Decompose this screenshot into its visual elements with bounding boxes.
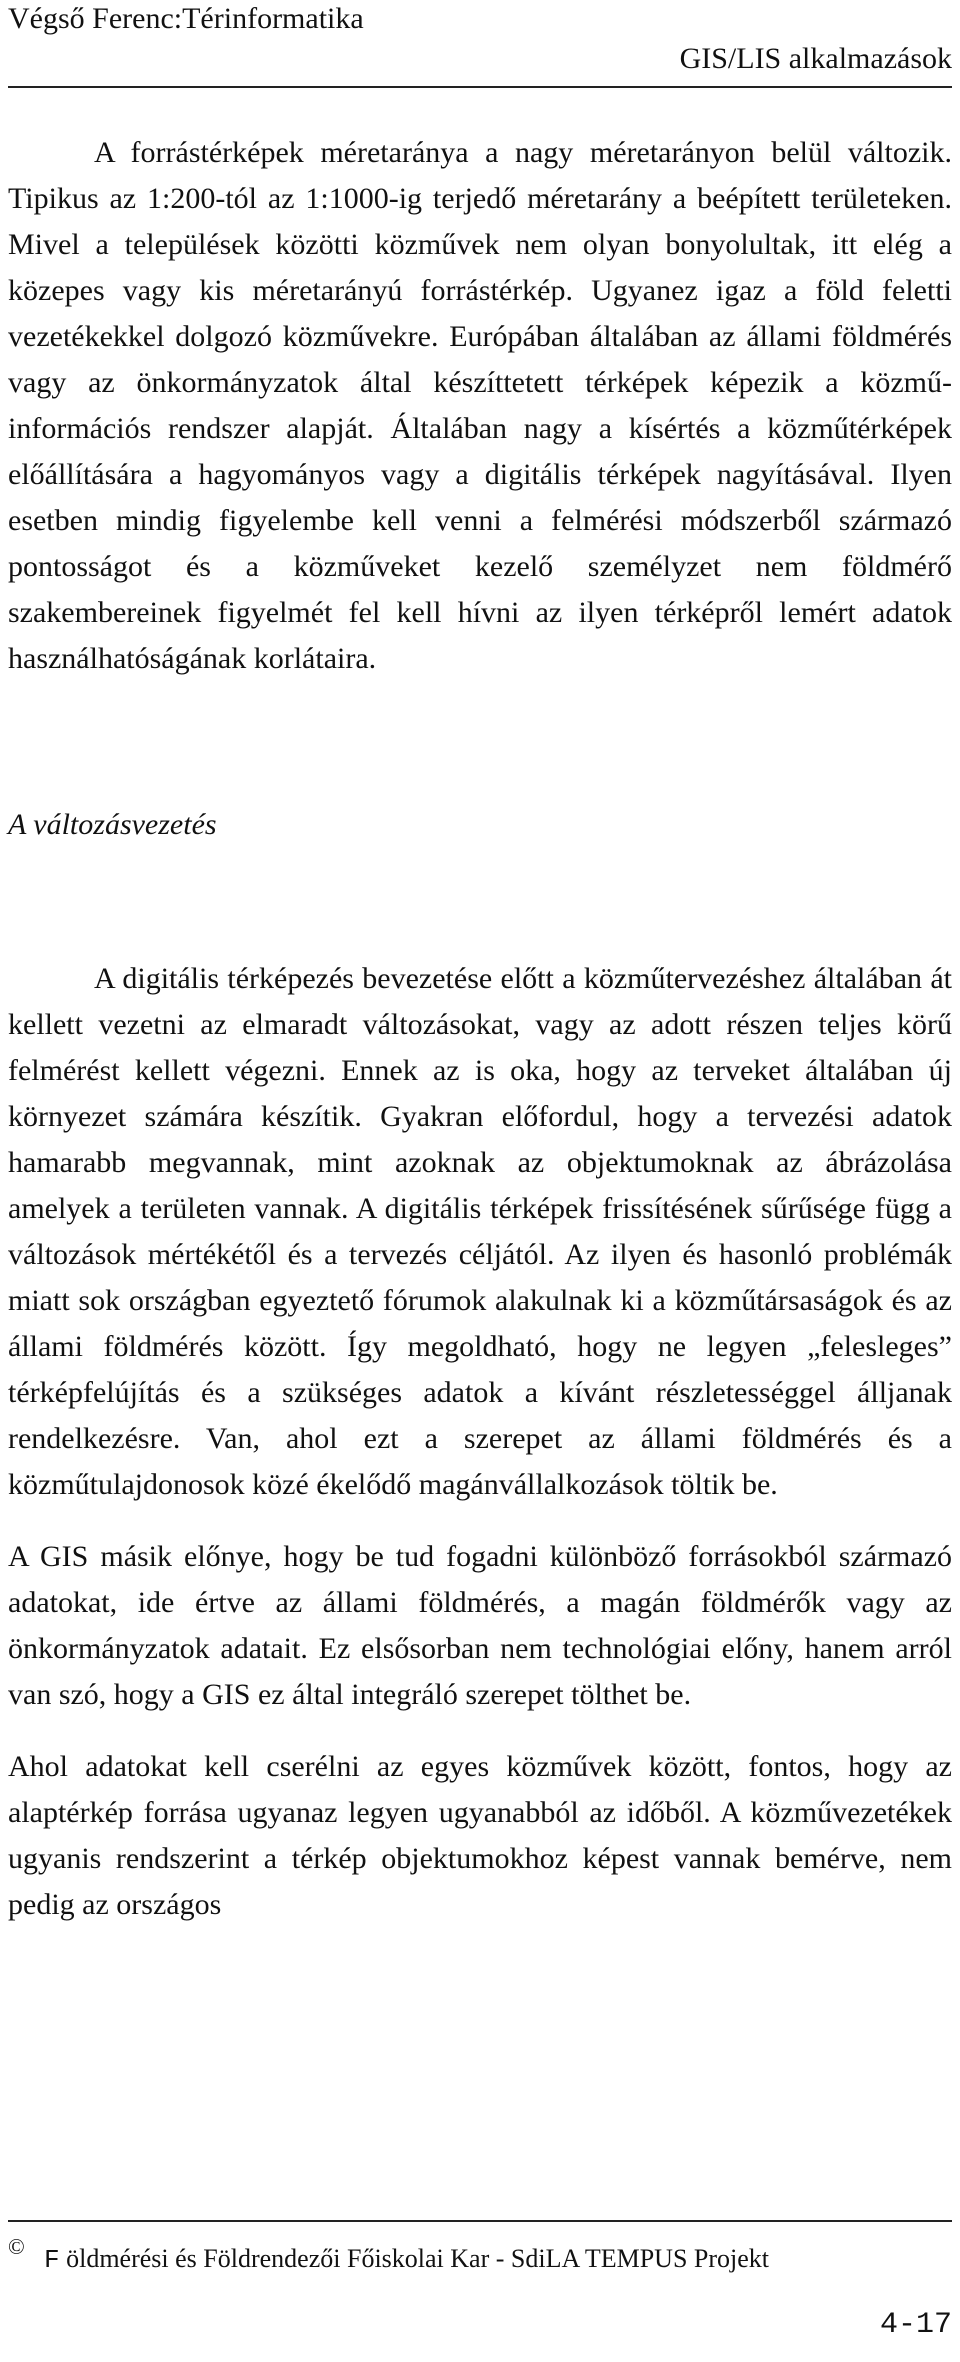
paragraph-gis-advantage: A GIS másik előnye, hogy be tud fogadni különböző forrásokból származó adatokat, ide értve az állami földmérés, a magán földmérők vagy az önkormányzatok adatait. Ez elsősorban nem technológiai előny, hanem arról van szó, hogy a GIS ez által integráló szerepet tölthet be.: [8, 1540, 952, 1711]
page-footer: [8, 2220, 952, 2362]
copyright-symbol: ©: [8, 2234, 25, 2259]
page-header: [8, 0, 952, 88]
footer-credit: [44, 2244, 769, 2275]
paragraph-data-exchange: Ahol adatokat kell cserélni az egyes közművek között, fontos, hogy az alaptérkép forrása ugyanaz legyen ugyanabból az időből. A közművezetékek ugyanis rendszerint a térkép objektumokhoz képest vannak bemérve, nem pedig az országos: [8, 1750, 952, 1921]
header-author-title: Végső Ferenc:Térinformatika: [8, 2, 364, 35]
footer-credit-initial: F: [44, 2245, 60, 2275]
section-heading: A változásvezetés: [8, 808, 217, 841]
header-subject: GIS/LIS alkalmazások: [679, 42, 952, 75]
page-body: [8, 130, 952, 1928]
page-number: 4-17: [879, 2308, 952, 2342]
paragraph-change-management: A digitális térképezés bevezetése előtt a közműtervezéshez általában át kellett vezetni az elmaradt változásokat, vagy az adott részen teljes körű felmérést kellett végezni. Ennek az is oka, hogy az terveket általában új környezet számára készítik. Gyakran előfordul, hogy a tervezési adatok hamarabb megvannak, mint azoknak az objektumoknak az ábrázolása amelyek a területen vannak. A digitális térképek frissítésének sűrűsége függ a változások mértékétől és a tervezés céljától. Az ilyen és hasonló problémák miatt sok országban egyeztető fórumok alakulnak ki a közműtársaságok és az állami földmérés között. Így megoldható, hogy ne legyen „felesleges” térképfelújítás és a szükséges adatok a kívánt részletességgel álljanak rendelkezésre. Van, ahol ezt a szerepet az állami földmérés és a közműtulajdonosok közé ékelődő magánvállalkozások töltik be.: [8, 962, 952, 1501]
footer-credit-text: öldmérési és Földrendezői Főiskolai Kar - SdiLA TEMPUS Projekt: [66, 2244, 770, 2273]
paragraph-source-maps: A forrástérképek méretaránya a nagy méretarányon belül változik. Tipikus az 1:200-tól az 1:1000-ig terjedő méretarány a beépített területeken. Mivel a települések közötti közművek nem olyan bonyolultak, itt elég a közepes vagy kis méretarányú forrástérkép. Ugyanez igaz a föld feletti vezetékekkel dolgozó közművekre. Európában általában az állami földmérés vagy az önkormányzatok által készíttetett térképek képezik a közmű-információs rendszer alapját. Általában nagy a kísértés a közműtérképek előállítására a hagyományos vagy a digitális térképek nagyításával. Ilyen esetben mindig figyelembe kell venni a felmérési módszerből származó pontosságot és a közműveket kezelő személyzet nem földmérő szakembereinek figyelmét fel kell hívni az ilyen térképről lemért adatok használhatóságának korlátaira.: [8, 136, 952, 675]
